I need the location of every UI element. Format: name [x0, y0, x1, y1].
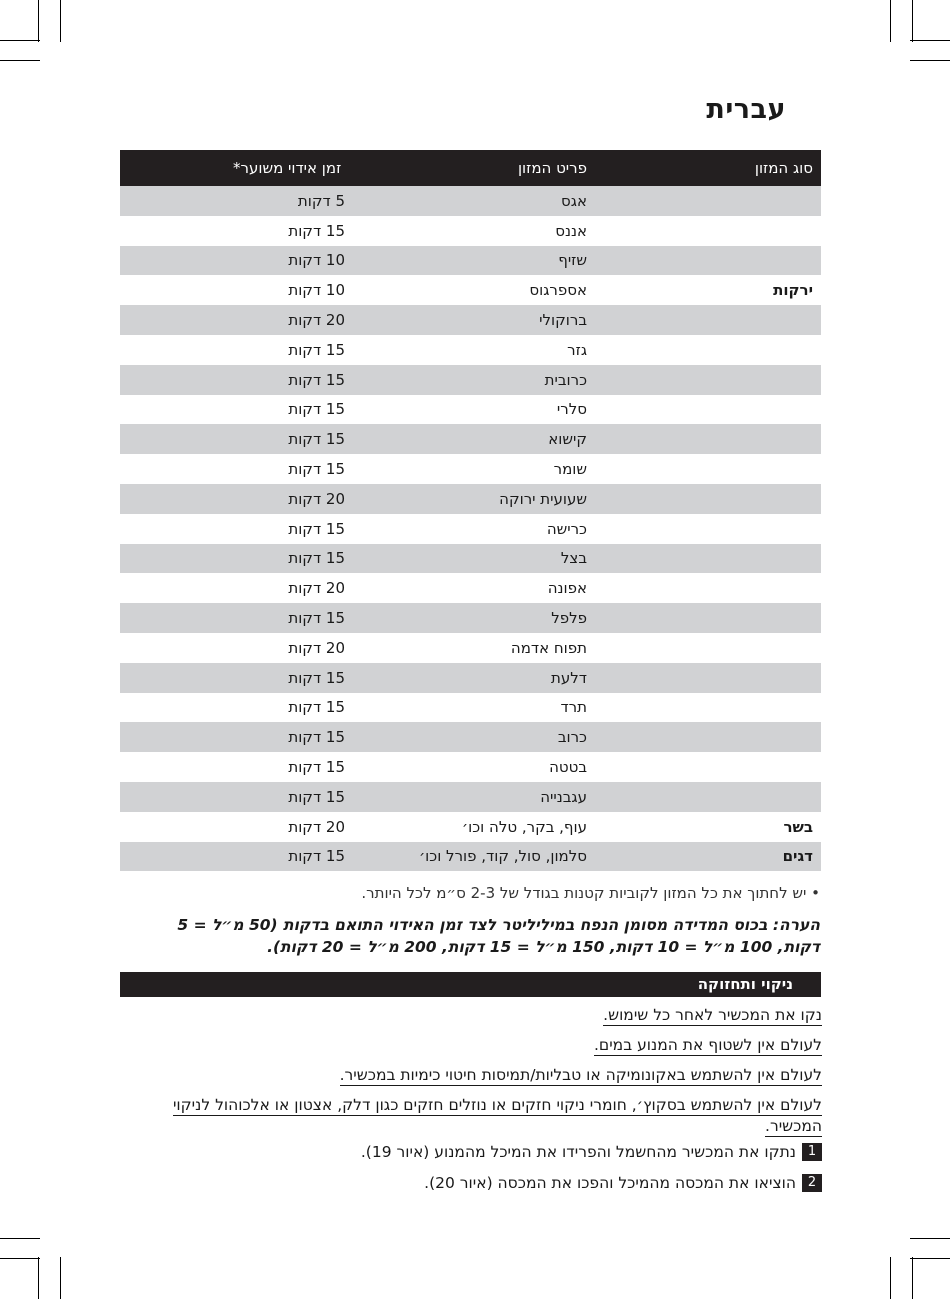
step-text: הוציאו את המכסה מהמיכל והפכו את המכסה (איור 20). [424, 1174, 796, 1192]
table-row [120, 782, 821, 812]
cell-food-type [595, 335, 821, 365]
steam-time-value: 20 דקות [288, 489, 345, 508]
cell-food-item: כרוב [361, 722, 595, 752]
cell-steam-time [120, 842, 361, 872]
step-number: 1 [802, 1143, 822, 1161]
cell-food-item: קישוא [361, 424, 595, 454]
crop-mark [60, 1257, 61, 1299]
warning-text: נקו את המכשיר לאחר כל שימוש. [603, 1006, 822, 1024]
table-row [120, 395, 821, 425]
steam-time-value: 20 דקות [288, 638, 345, 657]
cell-steam-time [120, 514, 361, 544]
cell-food-item: תפוח אדמה [361, 633, 595, 663]
cell-steam-time [120, 365, 361, 395]
steam-time-value: 15 דקות [288, 519, 345, 538]
crop-mark [890, 0, 891, 42]
cell-food-type [595, 305, 821, 335]
crop-mark [0, 1258, 40, 1259]
cell-steam-time [120, 782, 361, 812]
table-row [120, 573, 821, 603]
cell-food-item: בצל [361, 544, 595, 574]
crop-mark [38, 0, 39, 42]
steam-time-value: 15 דקות [288, 460, 345, 479]
cell-food-item: עגבנייה [361, 782, 595, 812]
header-food-item: פריט המזון [361, 150, 595, 186]
cell-food-item: אננס [361, 216, 595, 246]
table-row [120, 812, 821, 842]
header-steam-time-label: זמן אידוי משוער* [233, 159, 342, 177]
table-row [120, 365, 821, 395]
warning-text: לעולם אין להשתמש בסקוץ׳, חומרי ניקוי חזקים או נוזלים חזקים כגון דלק, אצטון או אלכוהול לניקוי המכשיר. [172, 1096, 822, 1135]
cell-steam-time [120, 424, 361, 454]
cell-steam-time [120, 544, 361, 574]
table-row [120, 842, 821, 872]
cell-food-type [595, 752, 821, 782]
cell-food-type [595, 514, 821, 544]
steam-time-value: 15 דקות [288, 758, 345, 777]
warning-line [340, 1066, 822, 1084]
step-2 [424, 1174, 822, 1192]
steam-time-value: 15 דקות [288, 221, 345, 240]
cell-food-type [595, 484, 821, 514]
cell-food-item: אפונה [361, 573, 595, 603]
cell-steam-time [120, 246, 361, 276]
steam-time-value: 15 דקות [288, 340, 345, 359]
cell-food-type [595, 186, 821, 216]
cell-food-item: תרד [361, 693, 595, 723]
cell-food-type [595, 663, 821, 693]
header-steam-time [120, 150, 361, 186]
table-row [120, 484, 821, 514]
steam-time-value: 15 דקות [288, 370, 345, 389]
cell-food-type [595, 216, 821, 246]
cell-food-item: דלעת [361, 663, 595, 693]
cell-food-type: דגים [595, 842, 821, 872]
cell-food-type [595, 782, 821, 812]
crop-mark [0, 40, 40, 41]
cell-food-item: שעועית ירוקה [361, 484, 595, 514]
table-row [120, 514, 821, 544]
cell-food-type [595, 454, 821, 484]
crop-mark [60, 0, 61, 42]
warning-text: לעולם אין להשתמש באקונומיקה או טבליות/תמיסות חיטוי כימיות במכשיר. [339, 1066, 822, 1084]
table-row [120, 603, 821, 633]
measuring-note: הערה: בכוס המדידה מסומן הנפח במיליליטר לצד זמן האידוי התואם בדקות (50 מ״ל = 5 דקות, 100 מ״ל = 10 דקות, 150 מ״ל = 15 דקות, 200 מ״ל = 20 דקות). [177, 916, 820, 956]
steam-time-value: 20 דקות [288, 817, 345, 836]
crop-mark [912, 0, 913, 42]
cell-steam-time [120, 454, 361, 484]
steam-time-value: 20 דקות [288, 579, 345, 598]
cell-steam-time [120, 395, 361, 425]
step-1 [361, 1143, 822, 1161]
page-title: עברית [706, 94, 786, 125]
steam-time-value: 15 דקות [288, 847, 345, 866]
table-row [120, 335, 821, 365]
cell-food-item: ברוקולי [361, 305, 595, 335]
section-title: ניקוי ותחזוקה [697, 975, 793, 993]
cell-food-type: ירקות [595, 275, 821, 305]
cell-steam-time [120, 484, 361, 514]
crop-mark [890, 1257, 891, 1299]
cell-food-item: שומר [361, 454, 595, 484]
steam-time-value: 15 דקות [288, 609, 345, 628]
header-food-type: סוג המזון [595, 150, 821, 186]
step-number: 2 [802, 1174, 822, 1192]
cell-food-item: עוף, בקר, טלה וכו׳ [361, 812, 595, 842]
crop-mark [910, 1238, 950, 1239]
table-row [120, 275, 821, 305]
table-row [120, 544, 821, 574]
cell-food-type [595, 365, 821, 395]
cell-food-item: כרובית [361, 365, 595, 395]
cell-food-item: בטטה [361, 752, 595, 782]
cell-food-item: סלמון, סול, קוד, פורל וכו׳ [361, 842, 595, 872]
table-row [120, 722, 821, 752]
cell-food-type [595, 722, 821, 752]
crop-mark [910, 1258, 950, 1259]
steam-time-value: 15 דקות [288, 668, 345, 687]
crop-mark [0, 60, 40, 61]
table-row [120, 305, 821, 335]
cell-steam-time [120, 752, 361, 782]
steam-time-value: 15 דקות [288, 400, 345, 419]
warning-line [124, 1095, 822, 1137]
step-text: נתקו את המכשיר מהחשמל והפרידו את המיכל מהמנוע (איור 19). [360, 1143, 796, 1161]
cell-steam-time [120, 305, 361, 335]
table-row [120, 216, 821, 246]
cell-food-item: כרישה [361, 514, 595, 544]
cell-food-item: גזר [361, 335, 595, 365]
cell-steam-time [120, 275, 361, 305]
footnote: • יש לחתוך את כל המזון לקוביות קטנות בגודל של 2-3 ס״מ לכל היותר. [361, 884, 820, 902]
cell-steam-time [120, 186, 361, 216]
steam-time-value: 15 דקות [288, 549, 345, 568]
cell-food-item: אגס [361, 186, 595, 216]
crop-mark [910, 40, 950, 41]
table-row [120, 663, 821, 693]
cell-steam-time [120, 335, 361, 365]
cell-steam-time [120, 663, 361, 693]
section-header-cleaning [120, 972, 821, 997]
cell-food-item: פלפל [361, 603, 595, 633]
steam-time-value: 10 דקות [288, 281, 345, 300]
steam-time-value: 20 דקות [288, 311, 345, 330]
cell-food-type [595, 395, 821, 425]
cell-steam-time [120, 722, 361, 752]
crop-mark [910, 60, 950, 61]
steam-time-value: 5 דקות [297, 191, 345, 210]
table-row [120, 246, 821, 276]
cell-food-type [595, 573, 821, 603]
table-row [120, 752, 821, 782]
table-row [120, 424, 821, 454]
steam-time-value: 15 דקות [288, 430, 345, 449]
cell-food-type [595, 693, 821, 723]
cell-food-type [595, 544, 821, 574]
cell-steam-time [120, 633, 361, 663]
cell-food-item: שזיף [361, 246, 595, 276]
table-header-row [120, 150, 821, 186]
table-row [120, 633, 821, 663]
cell-food-item: אספרגוס [361, 275, 595, 305]
steam-time-table [120, 150, 821, 871]
crop-mark [0, 1238, 40, 1239]
table-row [120, 186, 821, 216]
steam-time-value: 10 דקות [288, 251, 345, 270]
cell-steam-time [120, 216, 361, 246]
cell-food-item: סלרי [361, 395, 595, 425]
warning-line [603, 1006, 822, 1024]
cell-steam-time [120, 573, 361, 603]
table-row [120, 454, 821, 484]
crop-mark [38, 1257, 39, 1299]
cell-steam-time [120, 693, 361, 723]
cell-food-type: בשר [595, 812, 821, 842]
crop-mark [912, 1257, 913, 1299]
steam-time-value: 15 דקות [288, 787, 345, 806]
warning-text: לעולם אין לשטוף את המנוע במים. [594, 1036, 822, 1054]
cell-steam-time [120, 603, 361, 633]
steam-time-value: 15 דקות [288, 728, 345, 747]
cell-food-type [595, 424, 821, 454]
cell-food-type [595, 633, 821, 663]
cell-steam-time [120, 812, 361, 842]
cell-food-type [595, 603, 821, 633]
warning-line [594, 1036, 822, 1054]
table-row [120, 693, 821, 723]
cell-food-type [595, 246, 821, 276]
steam-time-value: 15 דקות [288, 698, 345, 717]
